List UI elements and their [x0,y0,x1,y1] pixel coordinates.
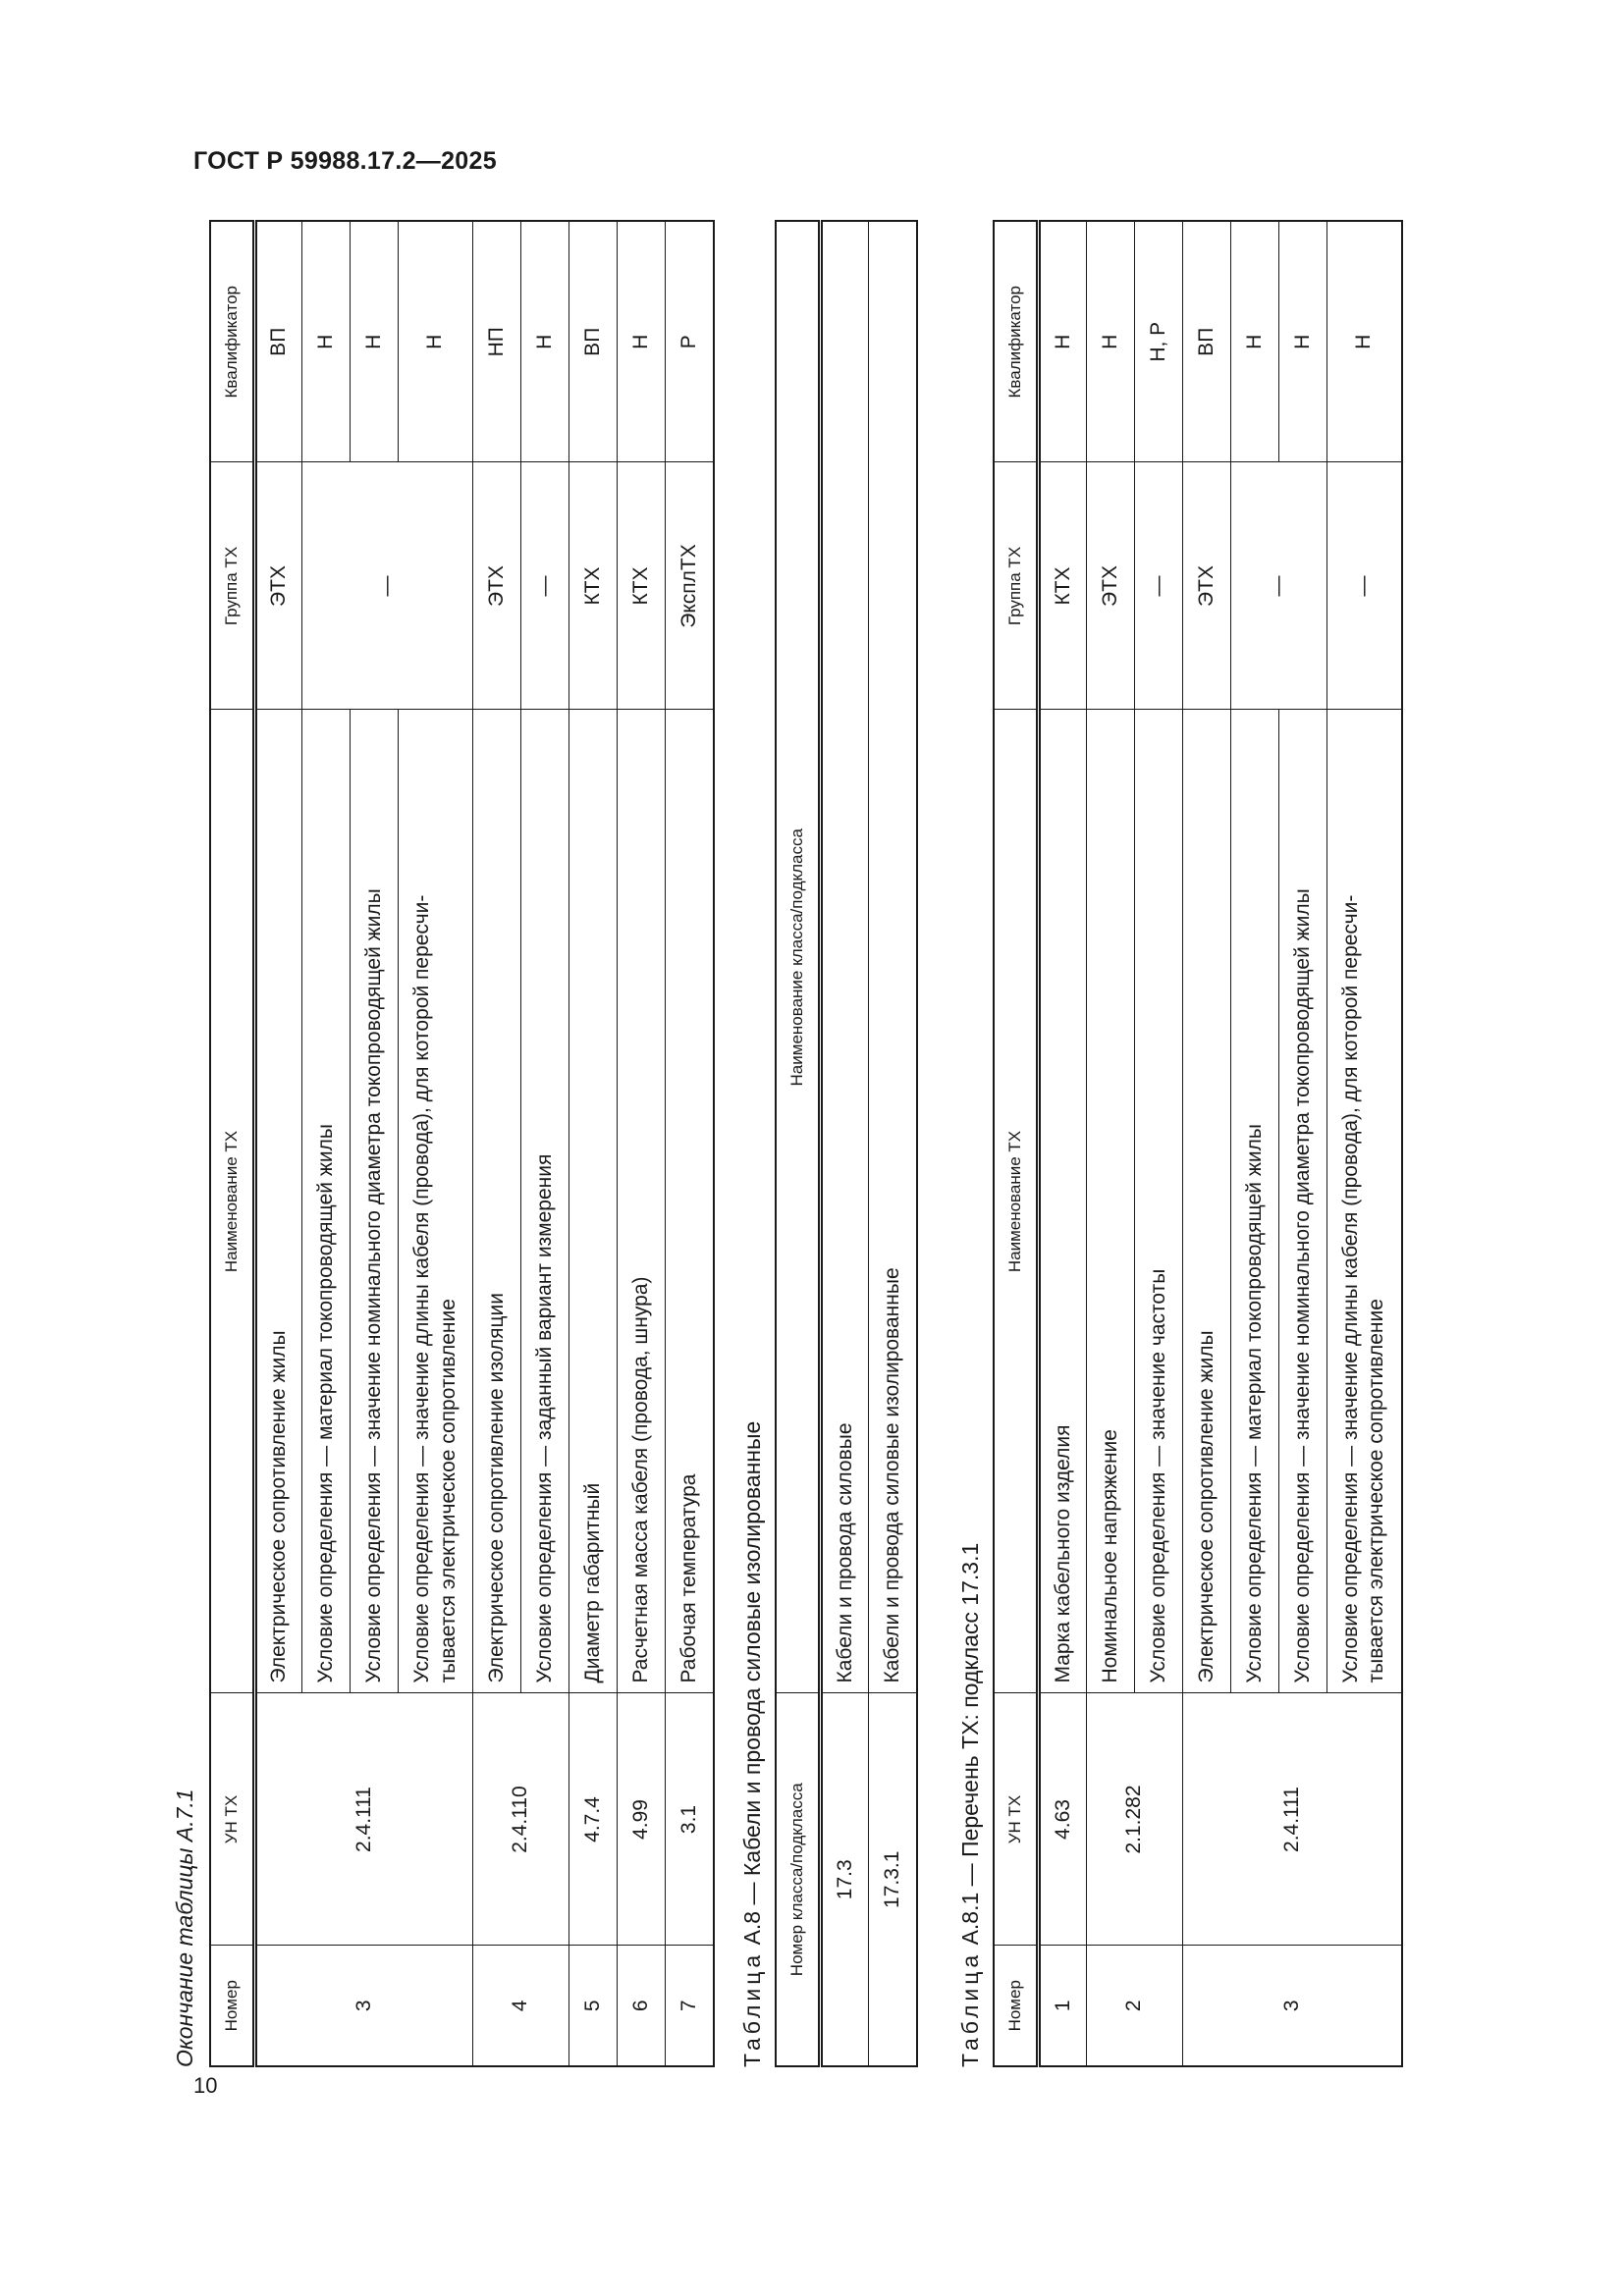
cell-name: Диаметр габаритный [569,710,618,1693]
cell-number: 1 [1039,1946,1087,2066]
cell-qualifier: ВП [1183,221,1231,462]
cell-group: — [1327,462,1402,710]
col-name: Наименование ТХ [994,710,1039,1693]
cell-number: 7 [666,1946,714,2066]
cell-group: — [521,462,569,710]
cell-class-number: 17.3.1 [869,1693,917,2066]
cell-qualifier: Н [1039,221,1087,462]
cell-class-name: Кабели и провода силовые [821,221,869,1693]
cell-group: ЭТХ [255,462,302,710]
cell-name: Условие определения — значение длины кабеля (провода), для которой пересчи- тывается электрическое сопротивление [399,710,473,1693]
cell-qualifier: Н [399,221,473,462]
cell-name: Условие определения — значение длины кабеля (провода), для которой пересчи- тывается электрическое сопротивление [1327,710,1402,1693]
cell-code: 2.4.110 [473,1693,569,1946]
cell-name: Расчетная масса кабеля (провода, шнура) [618,710,666,1693]
cell-code: 4.7.4 [569,1693,618,1946]
col-group: Группа ТХ [210,462,255,710]
table3-header-row [994,221,1039,2066]
cell-group: ЭТХ [473,462,521,710]
table-row [666,221,714,2066]
cell-qualifier: Н [1231,221,1279,462]
cell-qualifier: ВП [569,221,618,462]
cell-number: 4 [473,1946,569,2066]
cell-group: — [1231,462,1327,710]
cell-name: Условие определения — значение номинального диаметра токопроводящей жилы [351,710,399,1693]
cell-qualifier: ВП [255,221,302,462]
table-a71-end [209,220,715,2067]
cell-group: ЭТХ [1183,462,1231,710]
col-class-number: Номер класса/подкласса [776,1693,821,2066]
cell-group: КТХ [618,462,666,710]
cell-number: 3 [255,1946,473,2066]
cell-name: Электрическое сопротивление жилы [255,710,302,1693]
cell-name: Условие определения — значение номинального диаметра токопроводящей жилы [1279,710,1327,1693]
cell-qualifier: Н [1327,221,1402,462]
table-row [1039,221,1087,2066]
cell-qualifier: Р [666,221,714,462]
cell-number: 5 [569,1946,618,2066]
cell-group: ЭТХ [1087,462,1135,710]
col-group: Группа ТХ [994,462,1039,710]
cell-qualifier: Н [351,221,399,462]
cell-code: 2.4.111 [1183,1693,1402,1946]
cell-qualifier: Н [1279,221,1327,462]
cell-qualifier: Н [521,221,569,462]
cell-group: — [302,462,473,710]
cell-code: 2.1.282 [1087,1693,1183,1946]
cell-number: 3 [1183,1946,1402,2066]
cell-qualifier: Н, Р [1135,221,1183,462]
col-number: Номер [210,1946,255,2066]
col-name: Наименование ТХ [210,710,255,1693]
table1-caption: Окончание таблицы А.7.1 [172,1789,197,2067]
cell-group: ЭксплТХ [666,462,714,710]
cell-name: Условие определения — материал токопроводящей жилы [302,710,351,1693]
cell-name: Рабочая температура [666,710,714,1693]
document-code: ГОСТ Р 59988.17.2—2025 [193,147,497,175]
page-number: 10 [193,2073,218,2098]
table-row [1183,221,1231,2066]
cell-number: 6 [618,1946,666,2066]
col-code: УН ТХ [994,1693,1039,1946]
table2-caption: Таблица А.8 — Кабели и провода силовые изолированные [739,1420,765,2067]
cell-name: Условие определения — заданный вариант измерения [521,710,569,1693]
cell-code: 4.99 [618,1693,666,1946]
col-class-name: Наименование класса/подкласса [776,221,821,1693]
cell-qualifier: Н [302,221,351,462]
table-row [255,221,302,2066]
cell-name: Электрическое сопротивление жилы [1183,710,1231,1693]
col-number: Номер [994,1946,1039,2066]
cell-group: КТХ [569,462,618,710]
cell-code: 4.63 [1039,1693,1087,1946]
table-row [569,221,618,2066]
cell-group: — [1135,462,1183,710]
cell-name: Марка кабельного изделия [1039,710,1087,1693]
table2-header-row [776,221,821,2066]
col-qualifier: Квалификатор [210,221,255,462]
cell-name: Номинальное напряжение [1087,710,1135,1693]
cell-code: 3.1 [666,1693,714,1946]
table-a81 [993,220,1403,2067]
cell-name: Электрическое сопротивление изоляции [473,710,521,1693]
table-row [821,221,869,2066]
table-row [869,221,917,2066]
col-qualifier: Квалификатор [994,221,1039,462]
cell-qualifier: Н [618,221,666,462]
table-row [1087,221,1135,2066]
cell-name: Условие определения — материал токопроводящей жилы [1231,710,1279,1693]
cell-name: Условие определения — значение частоты [1135,710,1183,1693]
cell-class-number: 17.3 [821,1693,869,2066]
cell-class-name: Кабели и провода силовые изолированные [869,221,917,1693]
cell-number: 2 [1087,1946,1183,2066]
table-row [618,221,666,2066]
cell-code: 2.4.111 [255,1693,473,1946]
table3-caption: Таблица А.8.1 — Перечень ТХ: подкласс 17.3.1 [957,1542,983,2067]
cell-qualifier: Н [1087,221,1135,462]
cell-group: КТХ [1039,462,1087,710]
cell-qualifier: НП [473,221,521,462]
table-row [473,221,521,2066]
table1-header-row [210,221,255,2066]
col-code: УН ТХ [210,1693,255,1946]
table-a8 [775,220,918,2067]
rotated-content [172,222,1458,2067]
